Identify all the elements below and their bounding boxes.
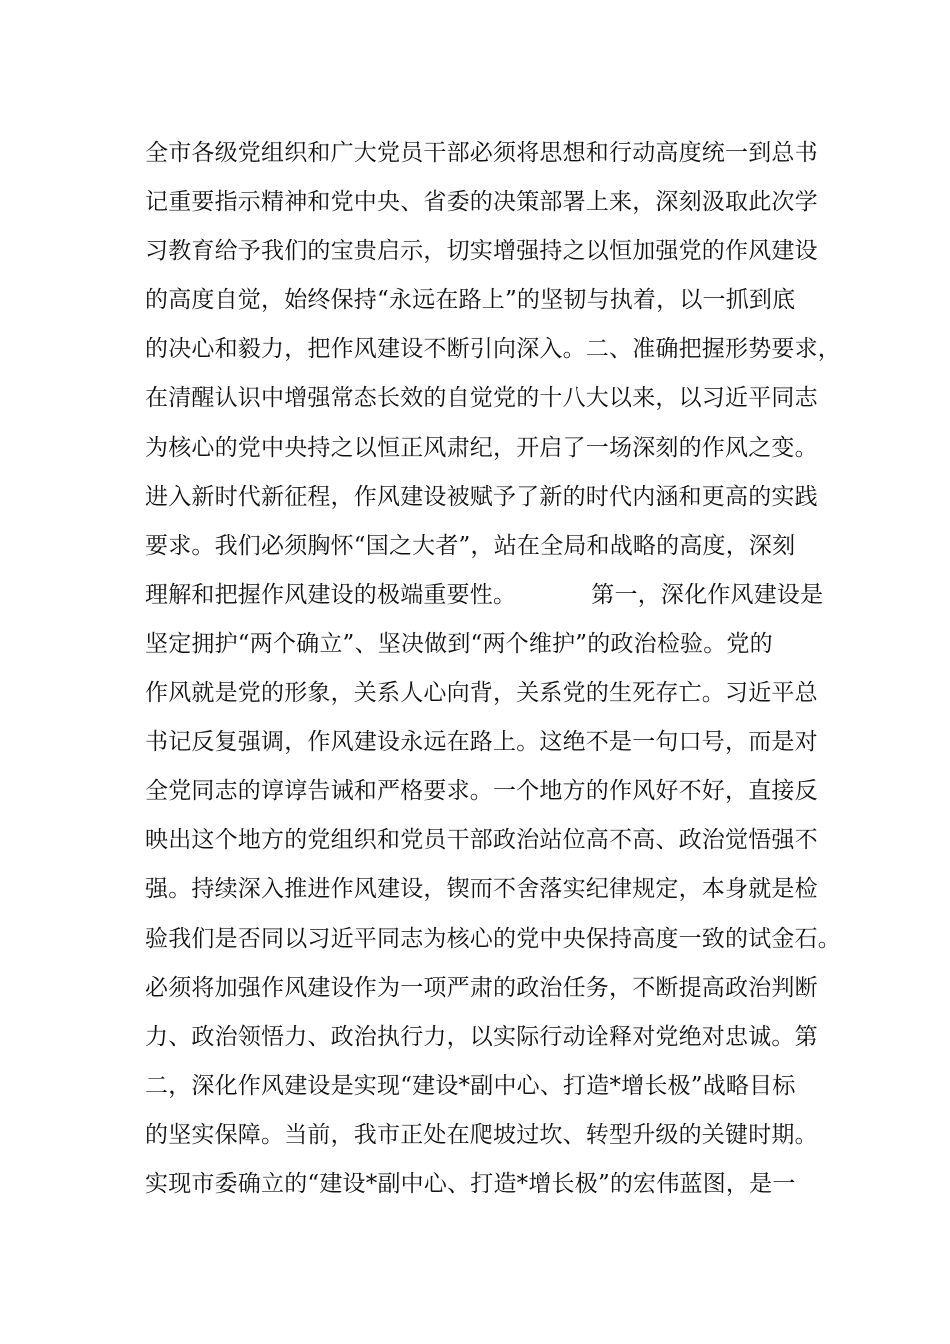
text-line: 在清醒认识中增强常态长效的自觉党的十八大以来，以习近平同志 bbox=[145, 385, 818, 412]
text-line: 进入新时代新征程，作风建设被赋予了新的时代内涵和更高的实践 bbox=[145, 483, 818, 510]
text-line: 二，深化作风建设是实现“建设*副中心、打造*增长极”战略目标 bbox=[145, 1072, 796, 1099]
text-line: 理解和把握作风建设的极端重要性。 第一，深化作风建设是 bbox=[145, 581, 824, 608]
text-line: 强。持续深入推进作风建设，锲而不舍落实纪律规定，本身就是检 bbox=[145, 876, 818, 903]
text-line: 力、政治领悟力、政治执行力，以实际行动诠释对党绝对忠诚。第 bbox=[145, 1023, 818, 1050]
text-line: 书记反复强调，作风建设永远在路上。这绝不是一句口号，而是对 bbox=[145, 729, 818, 756]
text-line: 为核心的党中央持之以恒正风肃纪，开启了一场深刻的作风之变。 bbox=[145, 434, 818, 461]
text-line: 作风就是党的形象，关系人心向背，关系党的生死存亡。习近平总 bbox=[145, 680, 818, 707]
text-line: 的坚实保障。当前，我市正处在爬坡过坎、转型升级的关键时期。 bbox=[145, 1121, 818, 1148]
text-line: 要求。我们必须胸怀“国之大者”，站在全局和战略的高度，深刻 bbox=[145, 532, 796, 559]
text-line: 习教育给予我们的宝贵启示，切实增强持之以恒加强党的作风建设 bbox=[145, 238, 818, 265]
text-line: 的高度自觉，始终保持“永远在路上”的坚韧与执着，以一抓到底 bbox=[145, 287, 796, 314]
body-text bbox=[145, 133, 845, 1213]
text-line: 记重要指示精神和党中央、省委的决策部署上来，深刻汲取此次学 bbox=[145, 189, 818, 216]
text-line: 映出这个地方的党组织和党员干部政治站位高不高、政治觉悟强不 bbox=[145, 827, 818, 854]
text-line: 的决心和毅力，把作风建设不断引向深入。二、准确把握形势要求， bbox=[145, 336, 841, 363]
text-line: 坚定拥护“两个确立”、坚决做到“两个维护”的政治检验。党的 bbox=[145, 630, 773, 657]
text-line: 全党同志的谆谆告诫和严格要求。一个地方的作风好不好，直接反 bbox=[145, 778, 818, 805]
text-line: 验我们是否同以习近平同志为核心的党中央保持高度一致的试金石。 bbox=[145, 925, 841, 952]
text-line: 实现市委确立的“建设*副中心、打造*增长极”的宏伟蓝图，是一 bbox=[145, 1170, 796, 1197]
text-line: 全市各级党组织和广大党员干部必须将思想和行动高度统一到总书 bbox=[145, 140, 818, 166]
text-line: 必须将加强作风建设作为一项严肃的政治任务，不断提高政治判断 bbox=[145, 974, 818, 1001]
